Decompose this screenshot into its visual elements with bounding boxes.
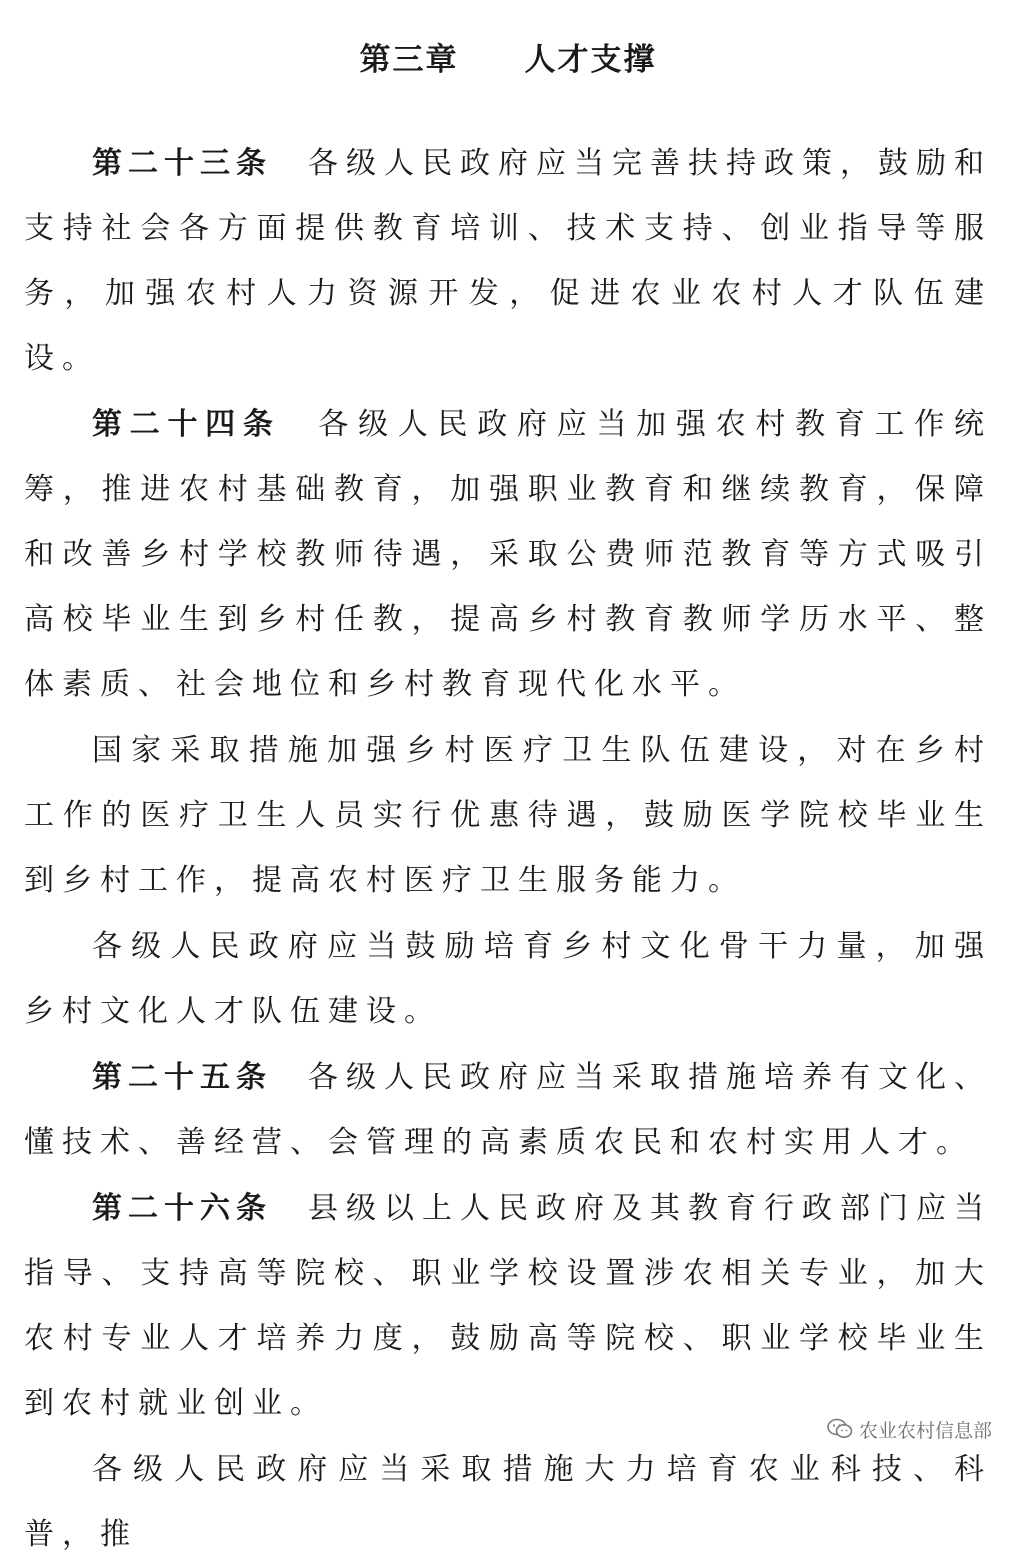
article-text: 各级人民政府应当加强农村教育工作统筹，推进农村基础教育，加强职业教育和继续教育，保障和改善乡村学校教师待遇，采取公费师范教育等方式吸引高校毕业生到乡村任教，提高乡村教育教师学历水平、整体素质、社会地位和乡村教育现代化水平。 bbox=[24, 407, 993, 702]
article-24 bbox=[24, 392, 992, 717]
article-text: 各级人民政府应当完善扶持政策，鼓励和支持社会各方面提供教育培训、技术支持、创业指导等服务，加强农村人力资源开发，促进农业农村人才队伍建设。 bbox=[24, 146, 992, 376]
wechat-icon bbox=[827, 1418, 853, 1440]
article-25 bbox=[24, 1045, 992, 1175]
article-number: 第二十六条 bbox=[92, 1191, 272, 1226]
article-number: 第二十五条 bbox=[92, 1060, 272, 1095]
article-23 bbox=[24, 131, 992, 391]
chapter-title: 第三章 人才支撑 bbox=[359, 42, 657, 78]
article-26 bbox=[24, 1176, 992, 1436]
article-text: 县级以上人民政府及其教育行政部门应当指导、支持高等院校、职业学校设置涉农相关专业，加大农村专业人才培养力度，鼓励高等院校、职业学校毕业生到农村就业创业。 bbox=[24, 1191, 992, 1421]
article-24-paragraph-2: 国家采取措施加强乡村医疗卫生队伍建设，对在乡村工作的医疗卫生人员实行优惠待遇，鼓励医学院校毕业生到乡村工作，提高农村医疗卫生服务能力。 bbox=[24, 733, 992, 898]
article-number: 第二十三条 bbox=[92, 146, 272, 181]
watermark bbox=[821, 1413, 998, 1445]
article-26-paragraph-2: 各级人民政府应当采取措施大力培育农业科技、科普，推 bbox=[24, 1452, 992, 1552]
document-body bbox=[24, 131, 992, 1567]
article-24-paragraph-3: 各级人民政府应当鼓励培育乡村文化骨干力量，加强乡村文化人才队伍建设。 bbox=[24, 929, 992, 1029]
article-number: 第二十四条 bbox=[92, 407, 281, 442]
document-page bbox=[24, 0, 993, 1552]
article-text: 各级人民政府应当采取措施培养有文化、懂技术、善经营、会管理的高素质农民和农村实用人才。 bbox=[24, 1060, 992, 1160]
watermark-text: 农业农村信息部 bbox=[858, 1419, 992, 1442]
